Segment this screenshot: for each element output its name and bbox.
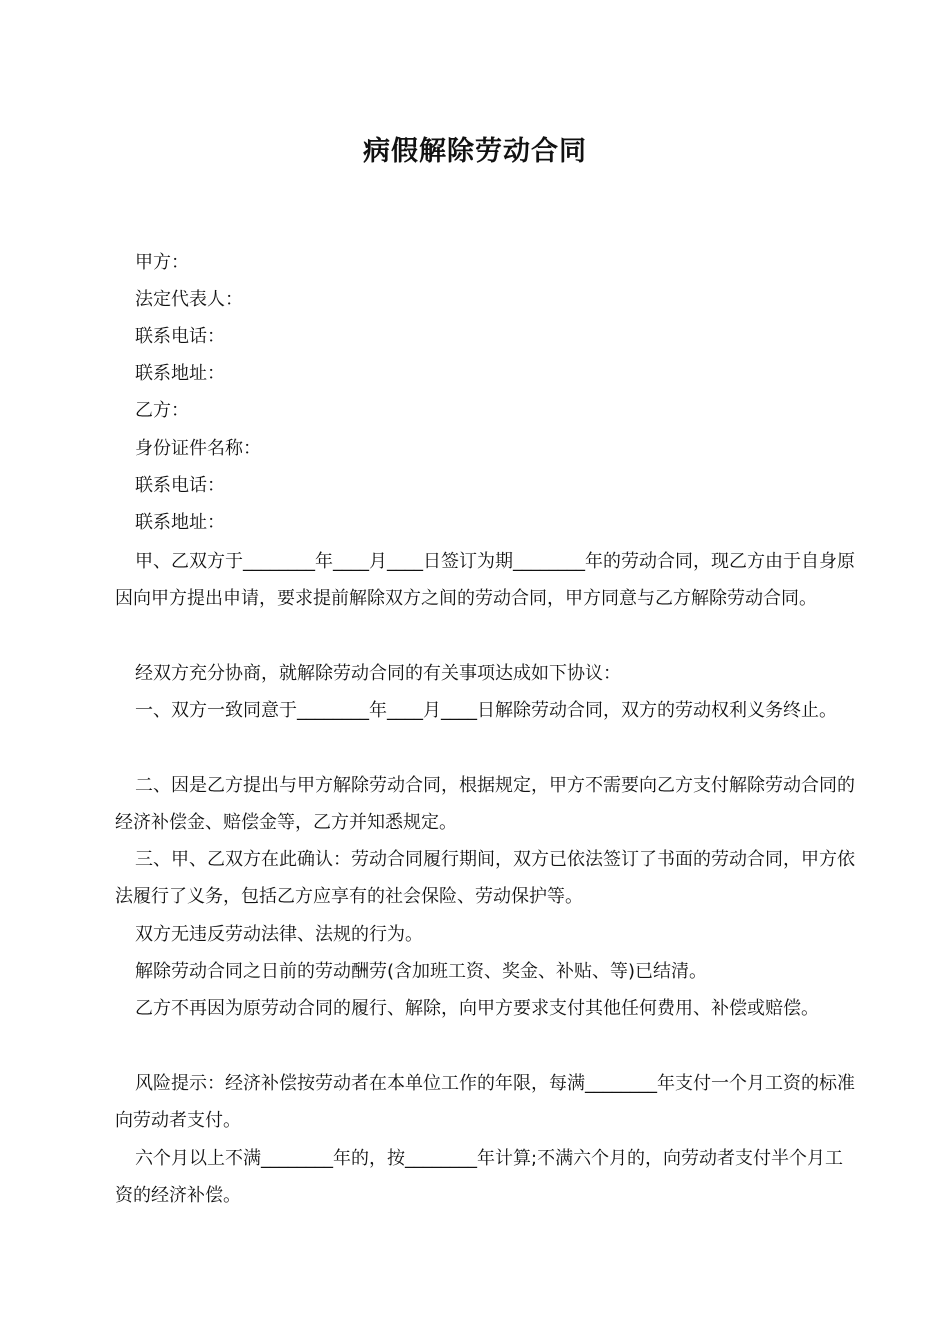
paragraph-clause-2: 二、因是乙方提出与甲方解除劳动合同，根据规定，甲方不需要向乙方支付解除劳动合同的经济补偿金、赔偿金等，乙方并知悉规定。 bbox=[115, 775, 855, 834]
paragraph-no-further-claims: 乙方不再因为原劳动合同的履行、解除，向甲方要求支付其他任何费用、补偿或赔偿。 bbox=[135, 998, 819, 1019]
paragraph-clause-3: 三、甲、乙双方在此确认：劳动合同履行期间，双方已依法签订了书面的劳动合同，甲方依法履行了义务，包括乙方应享有的社会保险、劳动保护等。 bbox=[115, 849, 855, 908]
paragraph-no-violation: 双方无违反劳动法律、法规的行为。 bbox=[135, 924, 423, 945]
party-a-field: 甲方： bbox=[135, 252, 189, 273]
party-b-phone-field: 联系电话： bbox=[135, 475, 225, 496]
paragraph-intro: 甲、乙双方于________年____月____日签订为期________年的劳动合同，现乙方由于自身原因向甲方提出申请，要求提前解除双方之间的劳动合同，甲方同意与乙方解除劳动合同。 bbox=[115, 551, 855, 610]
paragraph-clause-1: 一、双方一致同意于________年____月____日解除劳动合同，双方的劳动权利义务终止。 bbox=[135, 700, 837, 721]
id-document-name-field: 身份证件名称： bbox=[135, 438, 261, 459]
party-b-field: 乙方： bbox=[135, 400, 189, 421]
party-b-address-field: 联系地址： bbox=[135, 512, 225, 533]
party-a-address-field: 联系地址： bbox=[135, 363, 225, 384]
legal-representative-field: 法定代表人： bbox=[135, 289, 243, 310]
paragraph-agreement: 经双方充分协商，就解除劳动合同的有关事项达成如下协议： bbox=[135, 663, 621, 684]
document-title: 病假解除劳动合同 bbox=[363, 136, 587, 167]
paragraph-compensation-rule: 六个月以上不满________年的，按________年计算;不满六个月的，向劳动者支付半个月工资的经济补偿。 bbox=[115, 1148, 844, 1207]
party-a-phone-field: 联系电话： bbox=[135, 326, 225, 347]
paragraph-risk-notice: 风险提示：经济补偿按劳动者在本单位工作的年限，每满________年支付一个月工资的标准向劳动者支付。 bbox=[115, 1073, 855, 1132]
paragraph-settlement: 解除劳动合同之日前的劳动酬劳(含加班工资、奖金、补贴、等)已结清。 bbox=[135, 961, 708, 982]
